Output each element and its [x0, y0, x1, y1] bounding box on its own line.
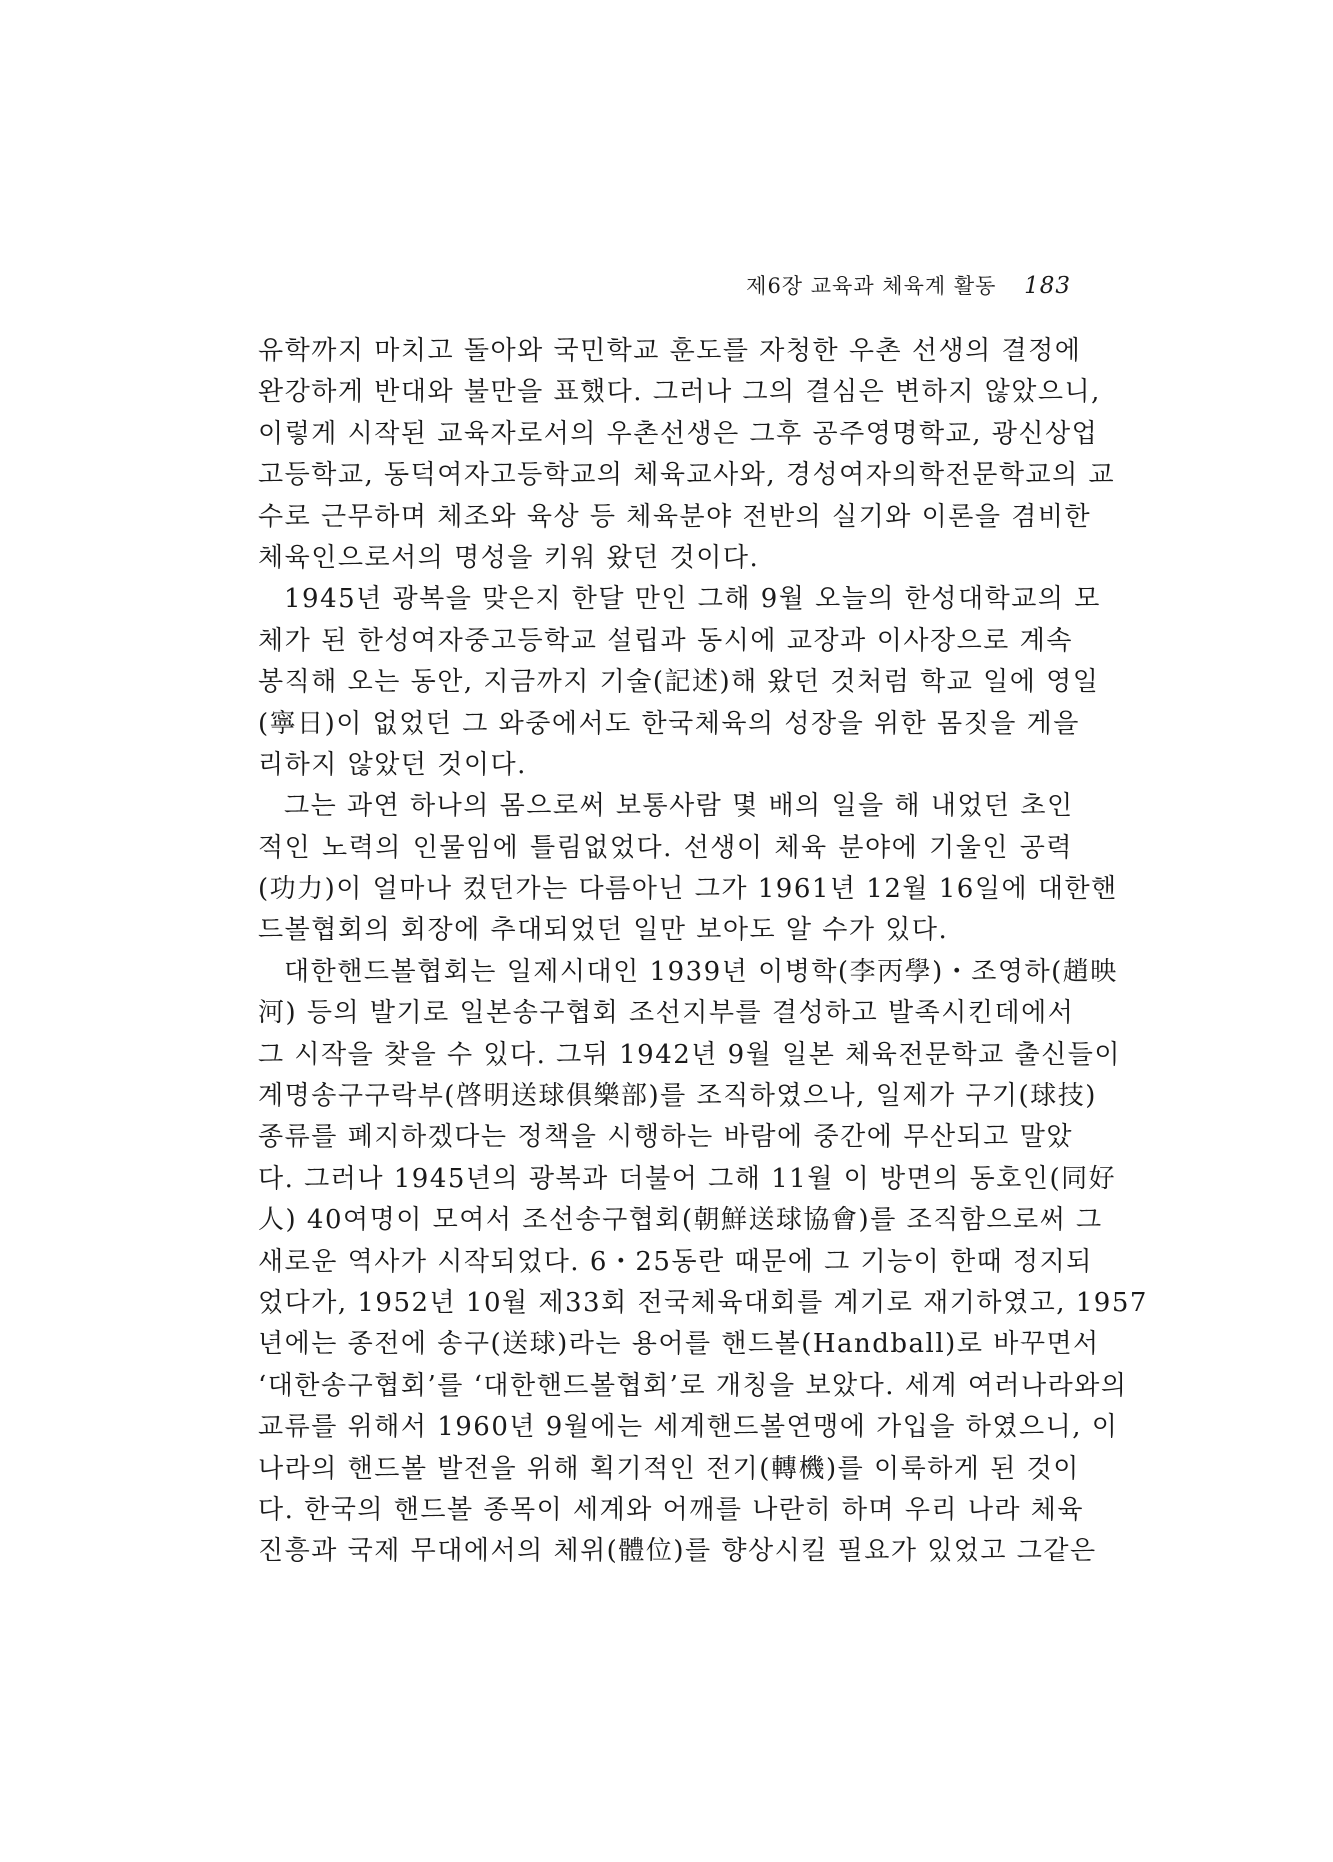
text-line: 완강하게 반대와 불만을 표했다. 그러나 그의 결심은 변하지 않았으니,: [258, 377, 1101, 408]
paragraph: [258, 579, 1101, 786]
text-line: 고등학교, 동덕여자고등학교의 체육교사와, 경성여자의학전문학교의 교: [258, 460, 1116, 491]
text-line: 드볼협회의 회장에 추대되었던 일만 보아도 알 수가 있다.: [258, 915, 949, 946]
paragraph: [258, 786, 1118, 952]
text-line: 봉직해 오는 동안, 지금까지 기술(記述)해 왔던 것처럼 학교 일에 영일: [258, 667, 1100, 698]
text-line: 河) 등의 발기로 일본송구협회 조선지부를 결성하고 발족시킨데에서: [258, 998, 1075, 1029]
text-line: 나라의 핸드볼 발전을 위해 획기적인 전기(轉機)를 이룩하게 된 것이: [258, 1453, 1080, 1484]
text-line: 수로 근무하며 체조와 육상 등 체육분야 전반의 실기와 이론을 겸비한: [258, 501, 1092, 532]
text-line: 이렇게 시작된 교육자로서의 우촌선생은 그후 공주영명학교, 광신상업: [258, 418, 1099, 449]
text-line: 다. 그러나 1945년의 광복과 더불어 그해 11월 이 방면의 동호인(同好: [258, 1163, 1117, 1194]
text-line: 人) 40여명이 모여서 조선송구협회(朝鮮送球協會)를 조직함으로써 그: [258, 1205, 1103, 1236]
text-line: ‘대한송구협회’를 ‘대한핸드볼협회’로 개칭을 보았다. 세계 여러나라와의: [258, 1370, 1128, 1401]
text-line: 체육인으로서의 명성을 키워 왔던 것이다.: [258, 542, 760, 573]
running-header: [746, 270, 1071, 300]
paragraph: [258, 952, 1148, 1573]
text-line: (功力)이 얼마나 컸던가는 다름아닌 그가 1961년 12월 16일에 대한핸: [258, 874, 1118, 905]
text-line: (寧日)이 없었던 그 와중에서도 한국체육의 성장을 위한 몸짓을 게을: [258, 708, 1080, 739]
text-line: 리하지 않았던 것이다.: [258, 749, 527, 780]
text-line: 그 시작을 찾을 수 있다. 그뒤 1942년 9월 일본 체육전문학교 출신들이: [258, 1039, 1122, 1070]
paragraph: [258, 331, 1116, 579]
text-line: 년에는 종전에 송구(送球)라는 용어를 핸드볼(Handball)로 바꾸면서: [258, 1329, 1100, 1360]
text-line: 다. 한국의 핸드볼 종목이 세계와 어깨를 나란히 하며 우리 나라 체육: [258, 1494, 1085, 1525]
body-text: [258, 331, 1148, 1573]
text-line: 종류를 폐지하겠다는 정책을 시행하는 바람에 중간에 무산되고 말았: [258, 1122, 1073, 1153]
text-line: 진흥과 국제 무대에서의 체위(體位)를 향상시킬 필요가 있었고 그같은: [258, 1536, 1097, 1567]
page-number: 183: [1024, 273, 1071, 299]
text-line: 적인 노력의 인물임에 틀림없었다. 선생이 체육 분야에 기울인 공력: [258, 832, 1073, 863]
text-line: 교류를 위해서 1960년 9월에는 세계핸드볼연맹에 가입을 하였으니, 이: [258, 1412, 1119, 1443]
text-line: 1945년 광복을 맞은지 한달 만인 그해 9월 오늘의 한성대학교의 모: [284, 584, 1101, 615]
text-line: 계명송구구락부(啓明送球俱樂部)를 조직하였으나, 일제가 구기(球技): [258, 1081, 1097, 1112]
chapter-title: 제6장 교육과 체육계 활동: [746, 274, 997, 298]
text-line: 체가 된 한성여자중고등학교 설립과 동시에 교장과 이사장으로 계속: [258, 625, 1073, 656]
text-line: 새로운 역사가 시작되었다. 6・25동란 때문에 그 기능이 한때 정지되: [258, 1246, 1093, 1277]
text-line: 었다가, 1952년 10월 제33회 전국체육대회를 계기로 재기하였고, 1957: [258, 1287, 1148, 1318]
text-line: 그는 과연 하나의 몸으로써 보통사람 몇 배의 일을 해 내었던 초인: [284, 791, 1074, 822]
text-line: 대한핸드볼협회는 일제시대인 1939년 이병학(李丙學)・조영하(趙映: [284, 956, 1118, 987]
text-line: 유학까지 마치고 돌아와 국민학교 훈도를 자청한 우촌 선생의 결정에: [258, 336, 1082, 366]
